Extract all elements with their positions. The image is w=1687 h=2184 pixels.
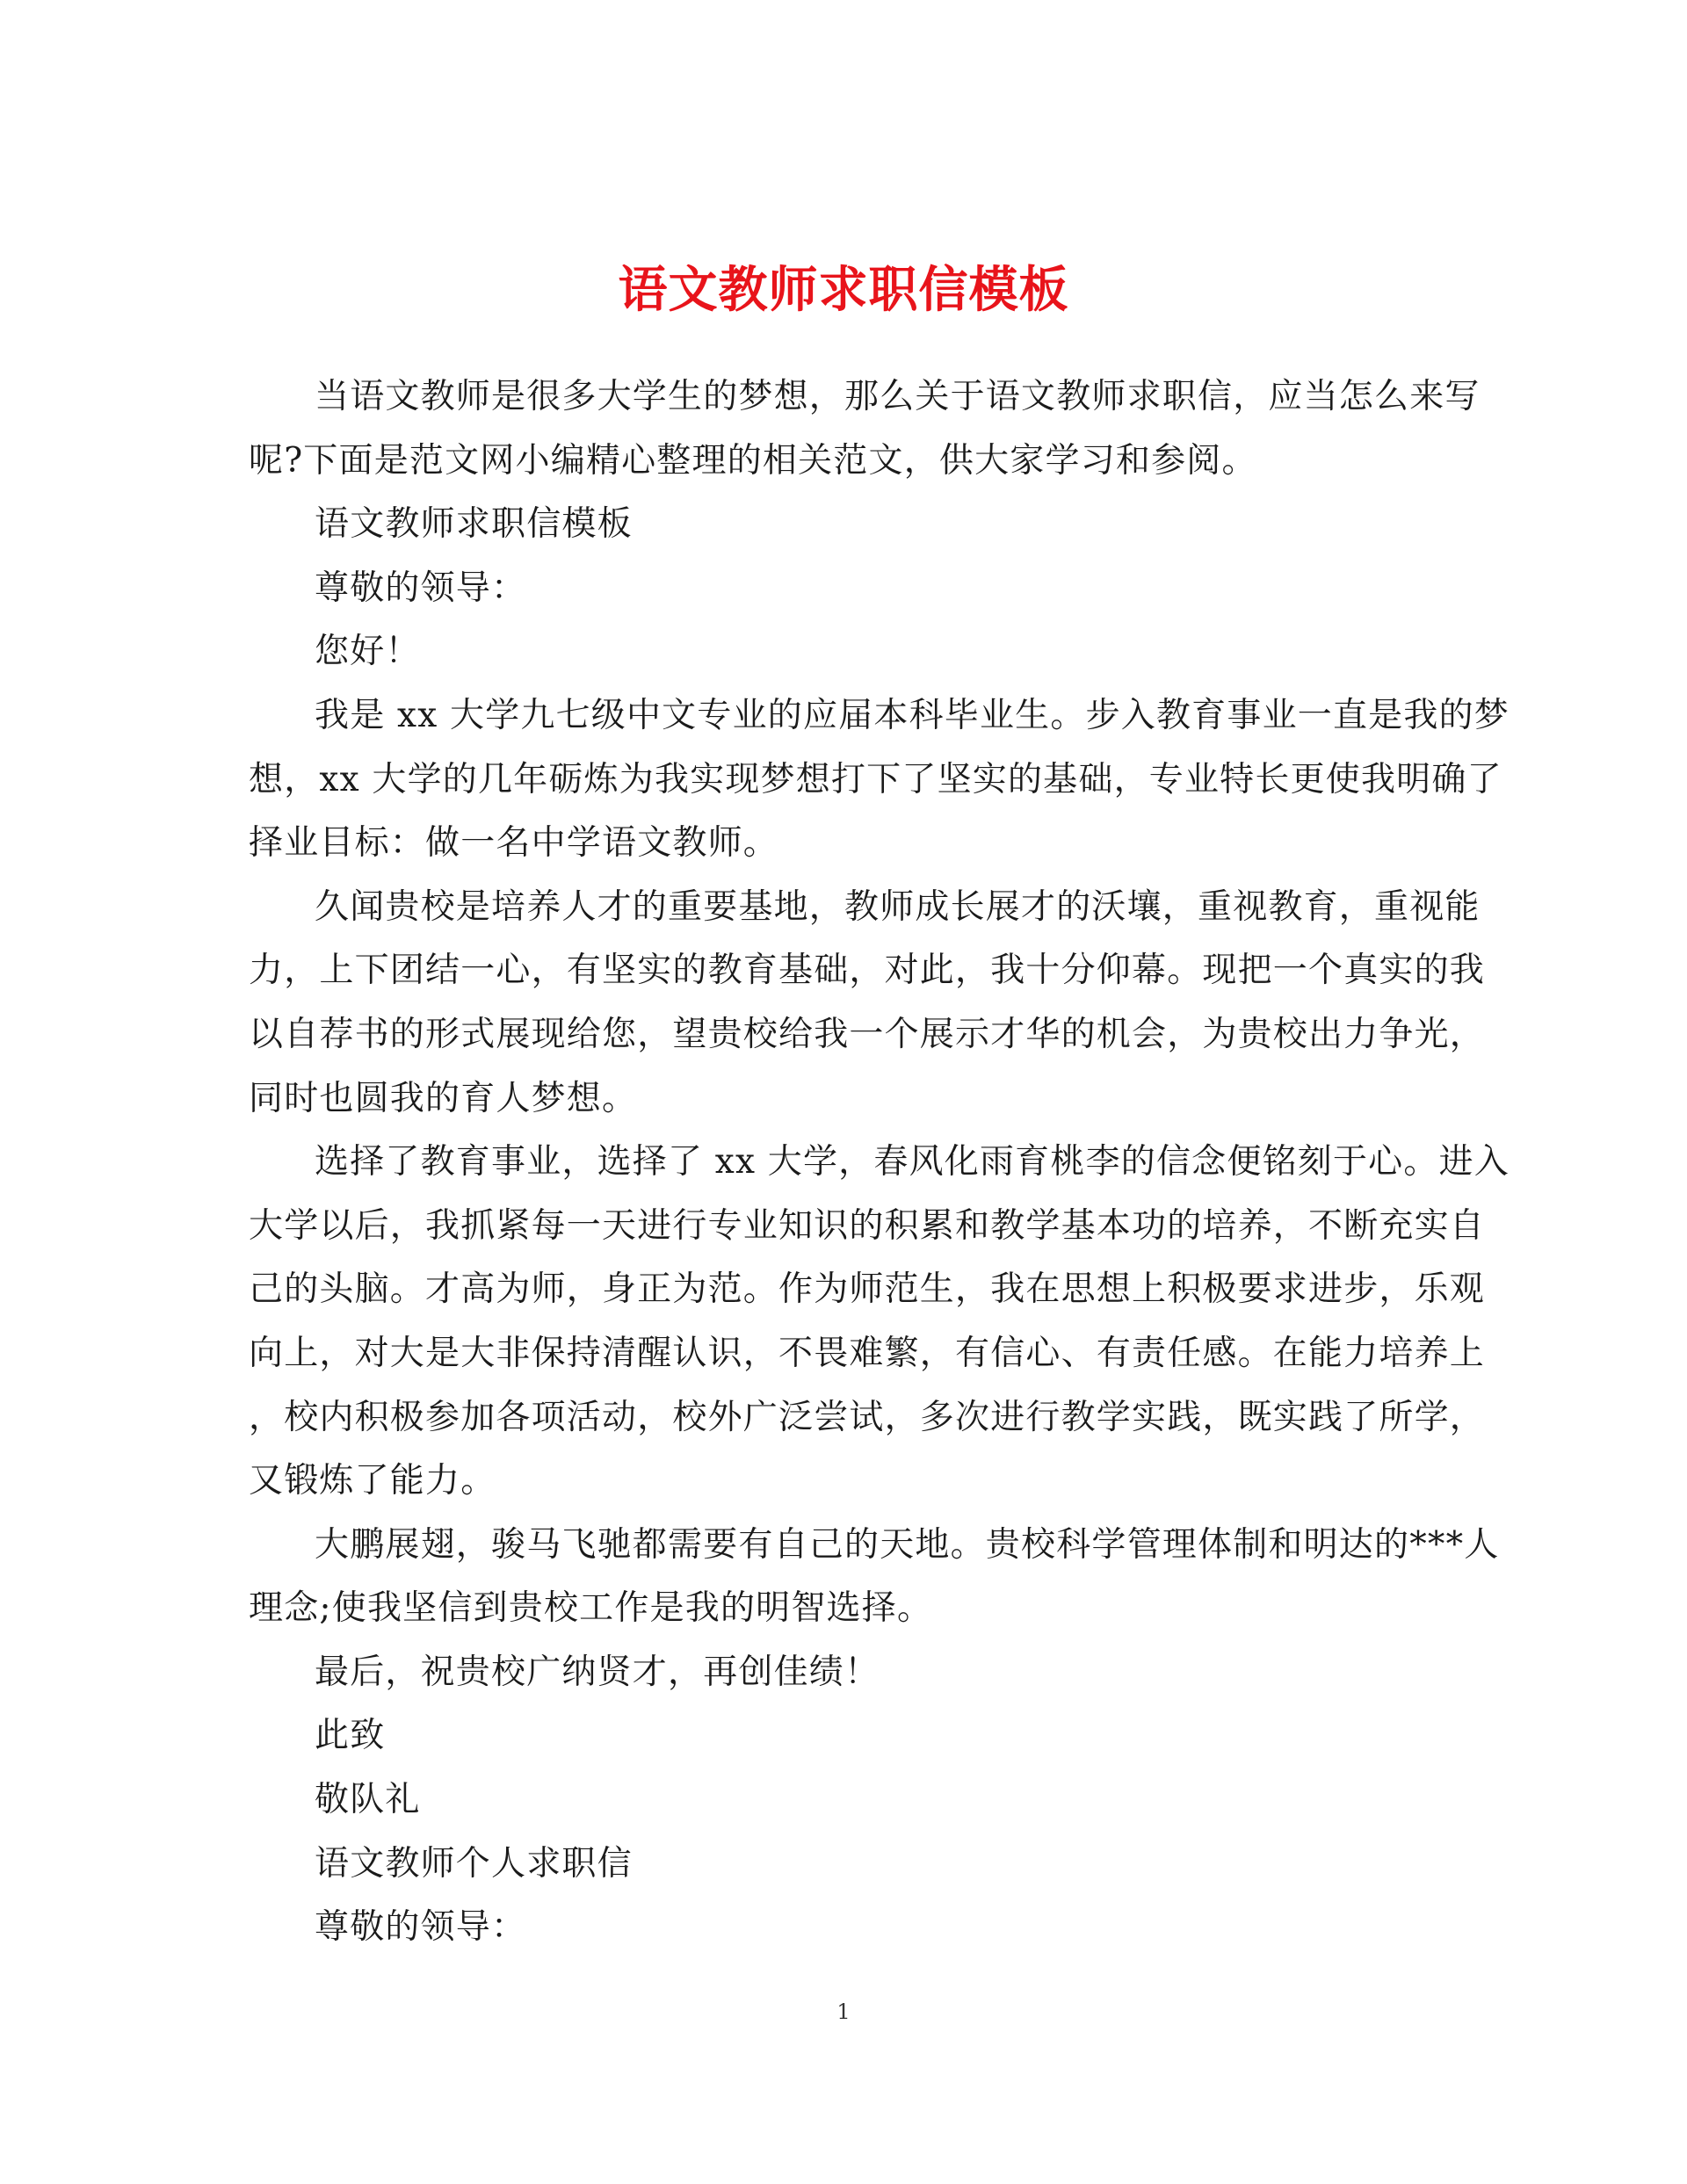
text-line: 选择了教育事业，选择了 xx 大学，春风化雨育桃李的信念便铭刻于心。进入 <box>315 1142 1510 1182</box>
text-line: 此致 <box>315 1716 386 1756</box>
paragraph <box>249 1896 1426 1960</box>
text-line: 您好！ <box>315 632 421 672</box>
text-line: 久闻贵校是培养人才的重要基地，教师成长展才的沃壤，重视教育，重视能 <box>315 886 1481 927</box>
text-line: 大鹏展翅，骏马飞驰都需要有自己的天地。贵校科学管理体制和明达的***人 <box>315 1524 1500 1565</box>
text-line: 语文教师求职信模板 <box>315 504 633 545</box>
document-title: 语文教师求职信模板 <box>618 260 1069 319</box>
text-line: 敬队礼 <box>315 1780 421 1820</box>
text-line: 当语文教师是很多大学生的梦想，那么关于语文教师求职信，应当怎么来写 <box>315 377 1481 416</box>
page-number: 1 <box>836 2000 851 2024</box>
text-line: 以自荐书的形式展现给您，望贵校给我一个展示才华的机会，为贵校出力争光， <box>249 1014 1486 1054</box>
document-body <box>249 365 1510 1960</box>
text-line: 呢?下面是范文网小编精心整理的相关范文，供大家学习和参阅。 <box>249 440 1257 481</box>
paragraph <box>249 1833 1426 1897</box>
text-line: 大学以后，我抓紧每一天进行专业知识的积累和教学基本功的培养，不断充实自 <box>249 1205 1486 1246</box>
paragraph <box>249 1514 1500 1641</box>
text-line: 语文教师个人求职信 <box>315 1843 633 1884</box>
paragraph <box>249 876 1486 1131</box>
text-line: 同时也圆我的育人梦想。 <box>249 1078 638 1118</box>
text-line: 择业目标：做一名中学语文教师。 <box>249 823 779 864</box>
paragraph <box>249 557 1426 621</box>
paragraph <box>249 684 1510 876</box>
text-line: ，校内积极参加各项活动，校外广泛尝试，多次进行教学实践，既实践了所学， <box>249 1397 1486 1437</box>
text-line: 理念;使我坚信到贵校工作是我的明智选择。 <box>249 1588 933 1629</box>
paragraph <box>249 620 1426 684</box>
paragraph <box>249 1641 1426 1705</box>
text-line: 向上，对大是大非保持清醒认识，不畏难繁，有信心、有责任感。在能力培养上 <box>249 1333 1486 1373</box>
paragraph <box>249 493 1426 557</box>
paragraph <box>249 1131 1510 1514</box>
paragraph <box>249 1704 1426 1768</box>
text-line: 尊敬的领导： <box>315 1907 527 1948</box>
text-line: 力，上下团结一心，有坚实的教育基础，对此，我十分仰幕。现把一个真实的我 <box>249 951 1486 991</box>
paragraph <box>249 365 1481 493</box>
text-line: 我是 xx 大学九七级中文专业的应届本科毕业生。步入教育事业一直是我的梦 <box>315 695 1510 735</box>
text-line: 想，xx 大学的几年砺炼为我实现梦想打下了坚实的基础，专业特长更使我明确了 <box>249 759 1502 799</box>
text-line: 己的头脑。才高为师，身正为范。作为师范生，我在思想上积极要求进步，乐观 <box>249 1269 1486 1310</box>
text-line: 尊敬的领导： <box>315 568 527 608</box>
paragraph <box>249 1768 1426 1833</box>
text-line: 又锻炼了能力。 <box>249 1461 496 1501</box>
text-line: 最后，祝贵校广纳贤才，再创佳绩！ <box>315 1652 880 1692</box>
